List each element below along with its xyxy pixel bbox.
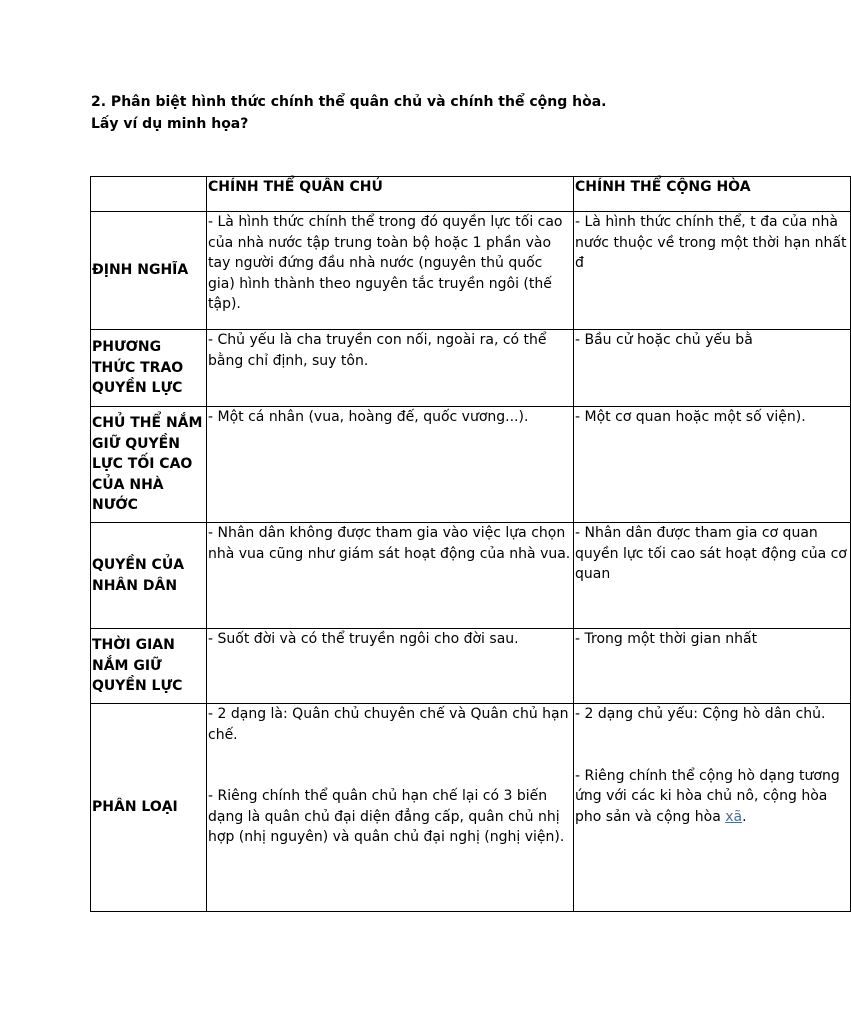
question-line-2: Lấy ví dụ minh họa?	[91, 116, 249, 132]
table-row	[91, 629, 851, 704]
cell-monarchy-people-rights: - Nhân dân không được tham gia vào việc lựa chọn nhà vua cũng như giám sát hoạt động của nhà vua.	[207, 523, 574, 629]
paragraph-gap	[208, 745, 573, 786]
monarchy-classification-p1: - 2 dạng là: Quân chủ chuyên chế và Quân chủ hạn chế.	[208, 706, 569, 743]
cell-monarchy-power-transfer: - Chủ yếu là cha truyền con nối, ngoài ra, có thể bằng chỉ định, suy tôn.	[207, 330, 574, 407]
cell-republic-people-rights: - Nhân dân được tham gia cơ quan quyền lực tối cao sát hoạt động của cơ quan	[574, 523, 851, 629]
xa-link[interactable]: xã	[725, 808, 743, 825]
table-row	[91, 330, 851, 407]
monarchy-classification-p2: - Riêng chính thể quân chủ hạn chế lại có 3 biến dạng là quân chủ đại diện đẳng cấp, quân chủ nhị hợp (nhị nguyên) và quân chủ đại nghị (nghị viện).	[208, 788, 565, 846]
row-label-people-rights: QUYỀN CỦA NHÂN DÂN	[91, 523, 207, 629]
comparison-table	[90, 176, 851, 912]
table-row	[91, 212, 851, 330]
row-label-classification: PHÂN LOẠI	[91, 704, 207, 912]
cell-monarchy-power-holder: - Một cá nhân (vua, hoàng đế, quốc vương...).	[207, 407, 574, 523]
cell-republic-tenure: - Trong một thời gian nhất	[574, 629, 851, 704]
republic-classification-p2-text: - Riêng chính thể cộng hò dạng tương ứng với các ki hòa chủ nô, cộng hòa pho sản và cộng hòa	[575, 767, 840, 825]
republic-classification-p2	[575, 766, 850, 828]
cell-republic-definition: - Là hình thức chính thể, t đa của nhà nước thuộc về trong một thời hạn nhất đ	[574, 212, 851, 330]
table-row	[91, 523, 851, 629]
cell-republic-power-transfer: - Bầu cử hoặc chủ yếu bằ	[574, 330, 851, 407]
row-label-power-holder: CHỦ THỂ NẮM GIỮ QUYỀN LỰC TỐI CAO CỦA NHÀ NƯỚC	[91, 407, 207, 523]
question-heading	[91, 91, 751, 135]
cell-monarchy-definition: - Là hình thức chính thể trong đó quyền lực tối cao của nhà nước tập trung toàn bộ hoặc 1 phần vào tay người đứng đầu nhà nước (nguyên thủ quốc gia) hình thành theo nguyên tắc truyền ngôi (thế tập).	[207, 212, 574, 330]
comparison-table-viewport	[90, 176, 847, 912]
cell-monarchy-classification	[207, 704, 574, 912]
row-label-definition: ĐỊNH NGHĨA	[91, 212, 207, 330]
paragraph-gap	[575, 725, 850, 766]
row-label-tenure: THỜI GIAN NẮM GIỮ QUYỀN LỰC	[91, 629, 207, 704]
cell-monarchy-tenure: - Suốt đời và có thể truyền ngôi cho đời sau.	[207, 629, 574, 704]
republic-classification-p1: - 2 dạng chủ yếu: Cộng hò dân chủ.	[575, 706, 826, 722]
header-republic: CHÍNH THỂ CỘNG HÒA	[574, 177, 851, 212]
table-row	[91, 407, 851, 523]
row-label-power-transfer: PHƯƠNG THỨC TRAO QUYỀN LỰC	[91, 330, 207, 407]
republic-classification-p2-end: .	[742, 808, 747, 825]
header-monarchy: CHÍNH THỂ QUÂN CHỦ	[207, 177, 574, 212]
cell-republic-classification	[574, 704, 851, 912]
header-empty-cell	[91, 177, 207, 212]
cell-republic-power-holder: - Một cơ quan hoặc một số viện).	[574, 407, 851, 523]
table-header-row	[91, 177, 851, 212]
table-row	[91, 704, 851, 912]
question-line-1: 2. Phân biệt hình thức chính thể quân chủ và chính thể cộng hòa.	[91, 94, 607, 110]
